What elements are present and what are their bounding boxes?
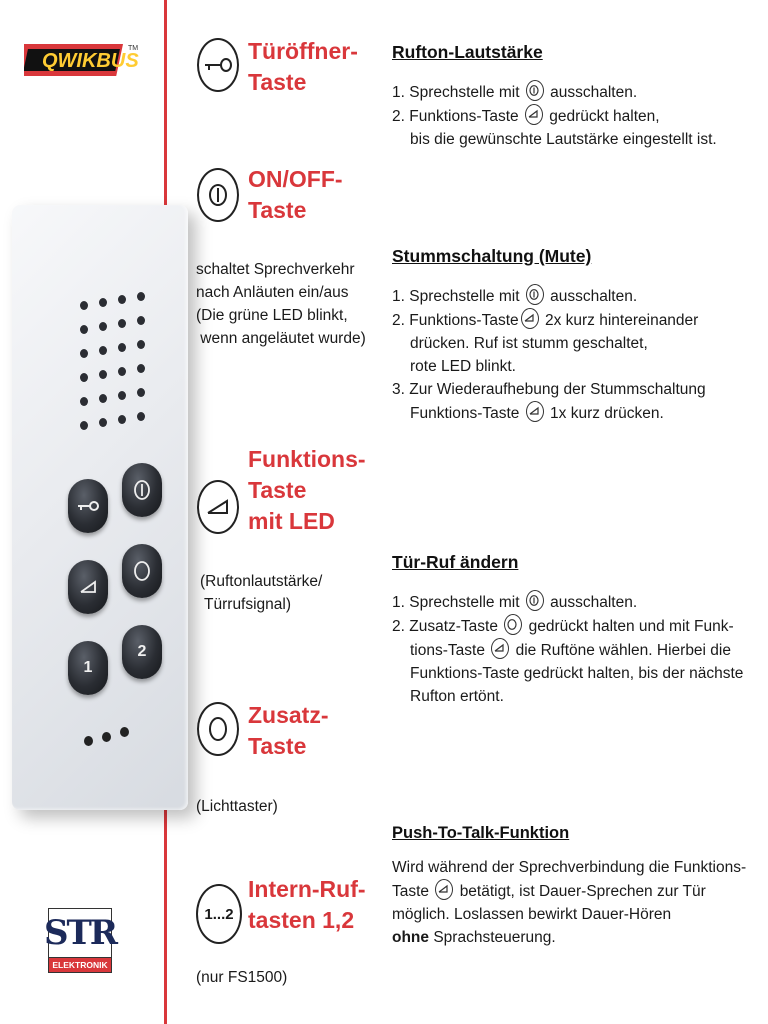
- qwikbus-logo: [24, 30, 140, 90]
- speaker-hole: [99, 298, 107, 307]
- section-title-doorcall: Tür-Ruf ändern: [392, 552, 519, 572]
- speaker-hole: [118, 295, 126, 304]
- speaker-hole: [80, 349, 88, 358]
- device-door-key-button: [68, 479, 108, 533]
- key-title-extra: Zusatz- Taste: [248, 702, 329, 759]
- speaker-hole: [118, 343, 126, 352]
- speaker-hole: [118, 391, 126, 400]
- speaker-hole: [137, 316, 145, 325]
- function-triangle-icon: [521, 308, 539, 329]
- key-desc-intern-call: (nur FS1500): [196, 969, 288, 986]
- intern-call-icon-text: 1...2: [204, 905, 234, 923]
- speaker-hole: [80, 325, 88, 334]
- speaker-hole: [137, 340, 145, 349]
- door-key-icon: [197, 38, 239, 92]
- device-led-2: [102, 732, 111, 742]
- device-intern-2-button: 2: [122, 625, 162, 679]
- section-body-ptt: Wird während der Sprechverbindung die Funktions- Taste betätigt, ist Dauer-Sprechen zur Tür möglich. Loslassen bewirkt Dauer-Hören ohne Sprachsteuerung.: [392, 859, 747, 946]
- circle-icon: [197, 702, 239, 756]
- logo-text: QWIKBUS: [42, 50, 139, 72]
- speaker-hole: [137, 388, 145, 397]
- speaker-hole: [99, 346, 107, 355]
- section-title-volume: Rufton-Lautstärke: [392, 42, 543, 62]
- function-triangle-icon: [435, 879, 453, 900]
- speaker-hole: [118, 415, 126, 424]
- speaker-hole: [99, 418, 107, 427]
- speaker-hole: [80, 421, 88, 430]
- on-off-icon: [197, 168, 239, 222]
- section-body-mute: 1. Sprechstelle mit ausschalten. 2. Funktions-Taste 2x kurz hintereinander drücken. Ruf ist stumm geschaltet, rote LED blinkt. 3. Zur Wiederaufhebung der Stummschaltung Funktions-Taste 1x kurz drücken.: [392, 284, 706, 425]
- logo-tm: TM: [128, 45, 139, 52]
- section-title-ptt: Push-To-Talk-Funktion: [392, 824, 570, 842]
- speaker-hole: [137, 364, 145, 373]
- key-title-on-off: ON/OFF- Taste: [248, 166, 343, 223]
- key-desc-extra: (Lichttaster): [196, 798, 278, 815]
- speaker-hole: [137, 292, 145, 301]
- speaker-hole: [137, 412, 145, 421]
- key-title-function: Funktions- Taste mit LED: [248, 446, 366, 534]
- device-extra-button: [122, 544, 162, 598]
- device-intern-1-button: 1: [68, 641, 108, 695]
- speaker-hole: [118, 319, 126, 328]
- on-off-icon: [526, 284, 544, 305]
- function-triangle-icon: [491, 638, 509, 659]
- speaker-hole: [99, 370, 107, 379]
- function-triangle-icon: [197, 480, 239, 534]
- circle-icon: [504, 614, 522, 635]
- str-elektronik-logo: [43, 908, 117, 980]
- speaker-hole: [118, 367, 126, 376]
- on-off-icon: [526, 590, 544, 611]
- speaker-hole: [80, 373, 88, 382]
- device-led-3: [120, 727, 129, 737]
- key-desc-function: (Ruftonlautstärke/ Türrufsignal): [200, 573, 323, 613]
- speaker-grille: [80, 295, 156, 445]
- on-off-icon: [526, 80, 544, 101]
- function-triangle-icon: [525, 104, 543, 125]
- speaker-hole: [80, 301, 88, 310]
- intercom-device-image: [12, 205, 188, 810]
- device-function-button: [68, 560, 108, 614]
- device-led-1: [84, 736, 93, 746]
- key-desc-on-off: schaltet Sprechverkehr nach Anläuten ein/aus (Die grüne LED blinkt, wenn angeläutet wurde): [196, 261, 366, 347]
- str-logo-subtext: ELEKTRONIK: [48, 958, 112, 973]
- speaker-hole: [99, 394, 107, 403]
- key-title-door-opener: Türöffner- Taste: [248, 38, 358, 95]
- str-logo-text: STR: [48, 908, 112, 958]
- device-on-off-button: [122, 463, 162, 517]
- section-body-doorcall: 1. Sprechstelle mit ausschalten. 2. Zusatz-Taste gedrückt halten und mit Funk- tions-Taste die Ruftöne wählen. Hierbei die Funktions-Taste gedrückt halten, bis der nächste Rufton ertönt.: [392, 590, 743, 708]
- intern-call-icon: [196, 884, 242, 944]
- speaker-hole: [80, 397, 88, 406]
- speaker-hole: [99, 322, 107, 331]
- section-title-mute: Stummschaltung (Mute): [392, 246, 592, 266]
- section-body-volume: 1. Sprechstelle mit ausschalten. 2. Funktions-Taste gedrückt halten, bis die gewünschte Lautstärke eingestellt ist.: [392, 80, 717, 151]
- function-triangle-icon: [526, 401, 544, 422]
- key-title-intern-call: Intern-Ruf- tasten 1,2: [248, 876, 366, 933]
